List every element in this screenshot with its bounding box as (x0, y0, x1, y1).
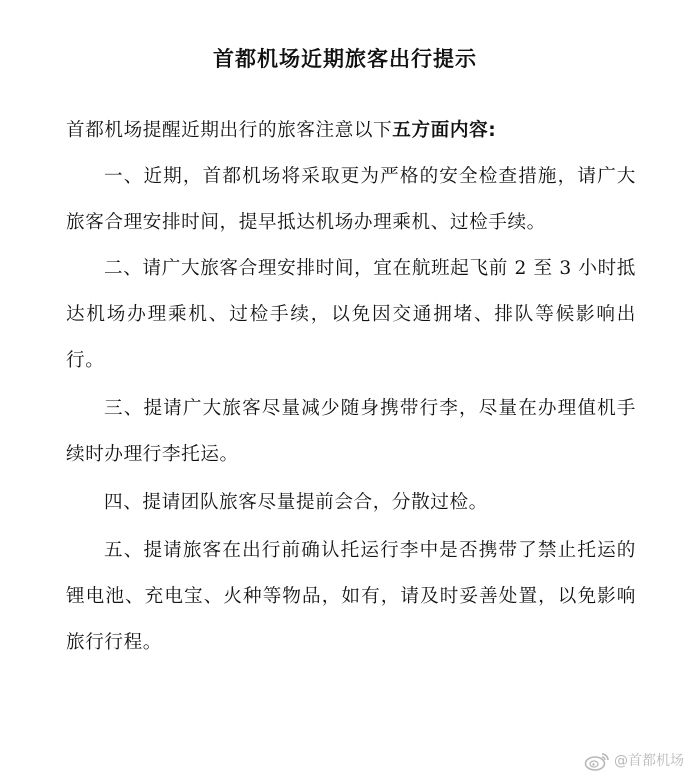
intro-emphasis: 五方面内容: (392, 120, 497, 141)
item-3-paragraph: 三、提请广大旅客尽量减少随身携带行李，尽量在办理值机手续时办理行李托运。 (66, 398, 636, 465)
notice-title: 首都机场近期旅客出行提示 (213, 47, 477, 71)
intro-paragraph (66, 108, 636, 154)
item-2-paragraph: 二、请广大旅客合理安排时间，宜在航班起飞前 2 至 3 小时抵达机场办理乘机、过检手续，以免因交通拥堵、排队等候影响出行。 (66, 258, 636, 371)
weibo-logo-icon (584, 751, 610, 771)
item-1-paragraph: 一、近期，首都机场将采取更为严格的安全检查措施，请广大旅客合理安排时间，提早抵达机场办理乘机、过检手续。 (66, 166, 636, 233)
item-4-paragraph: 四、提请团队旅客尽量提前会合，分散过检。 (104, 492, 488, 513)
item-5-paragraph: 五、提请旅客在出行前确认托运行李中是否携带了禁止托运的锂电池、充电宝、火种等物品，如有，请及时妥善处置，以免影响旅行行程。 (66, 540, 636, 653)
weibo-watermark (584, 751, 684, 771)
intro-text: 首都机场提醒近期出行的旅客注意以下 (66, 120, 393, 141)
watermark-text: @首都机场 (614, 753, 684, 769)
